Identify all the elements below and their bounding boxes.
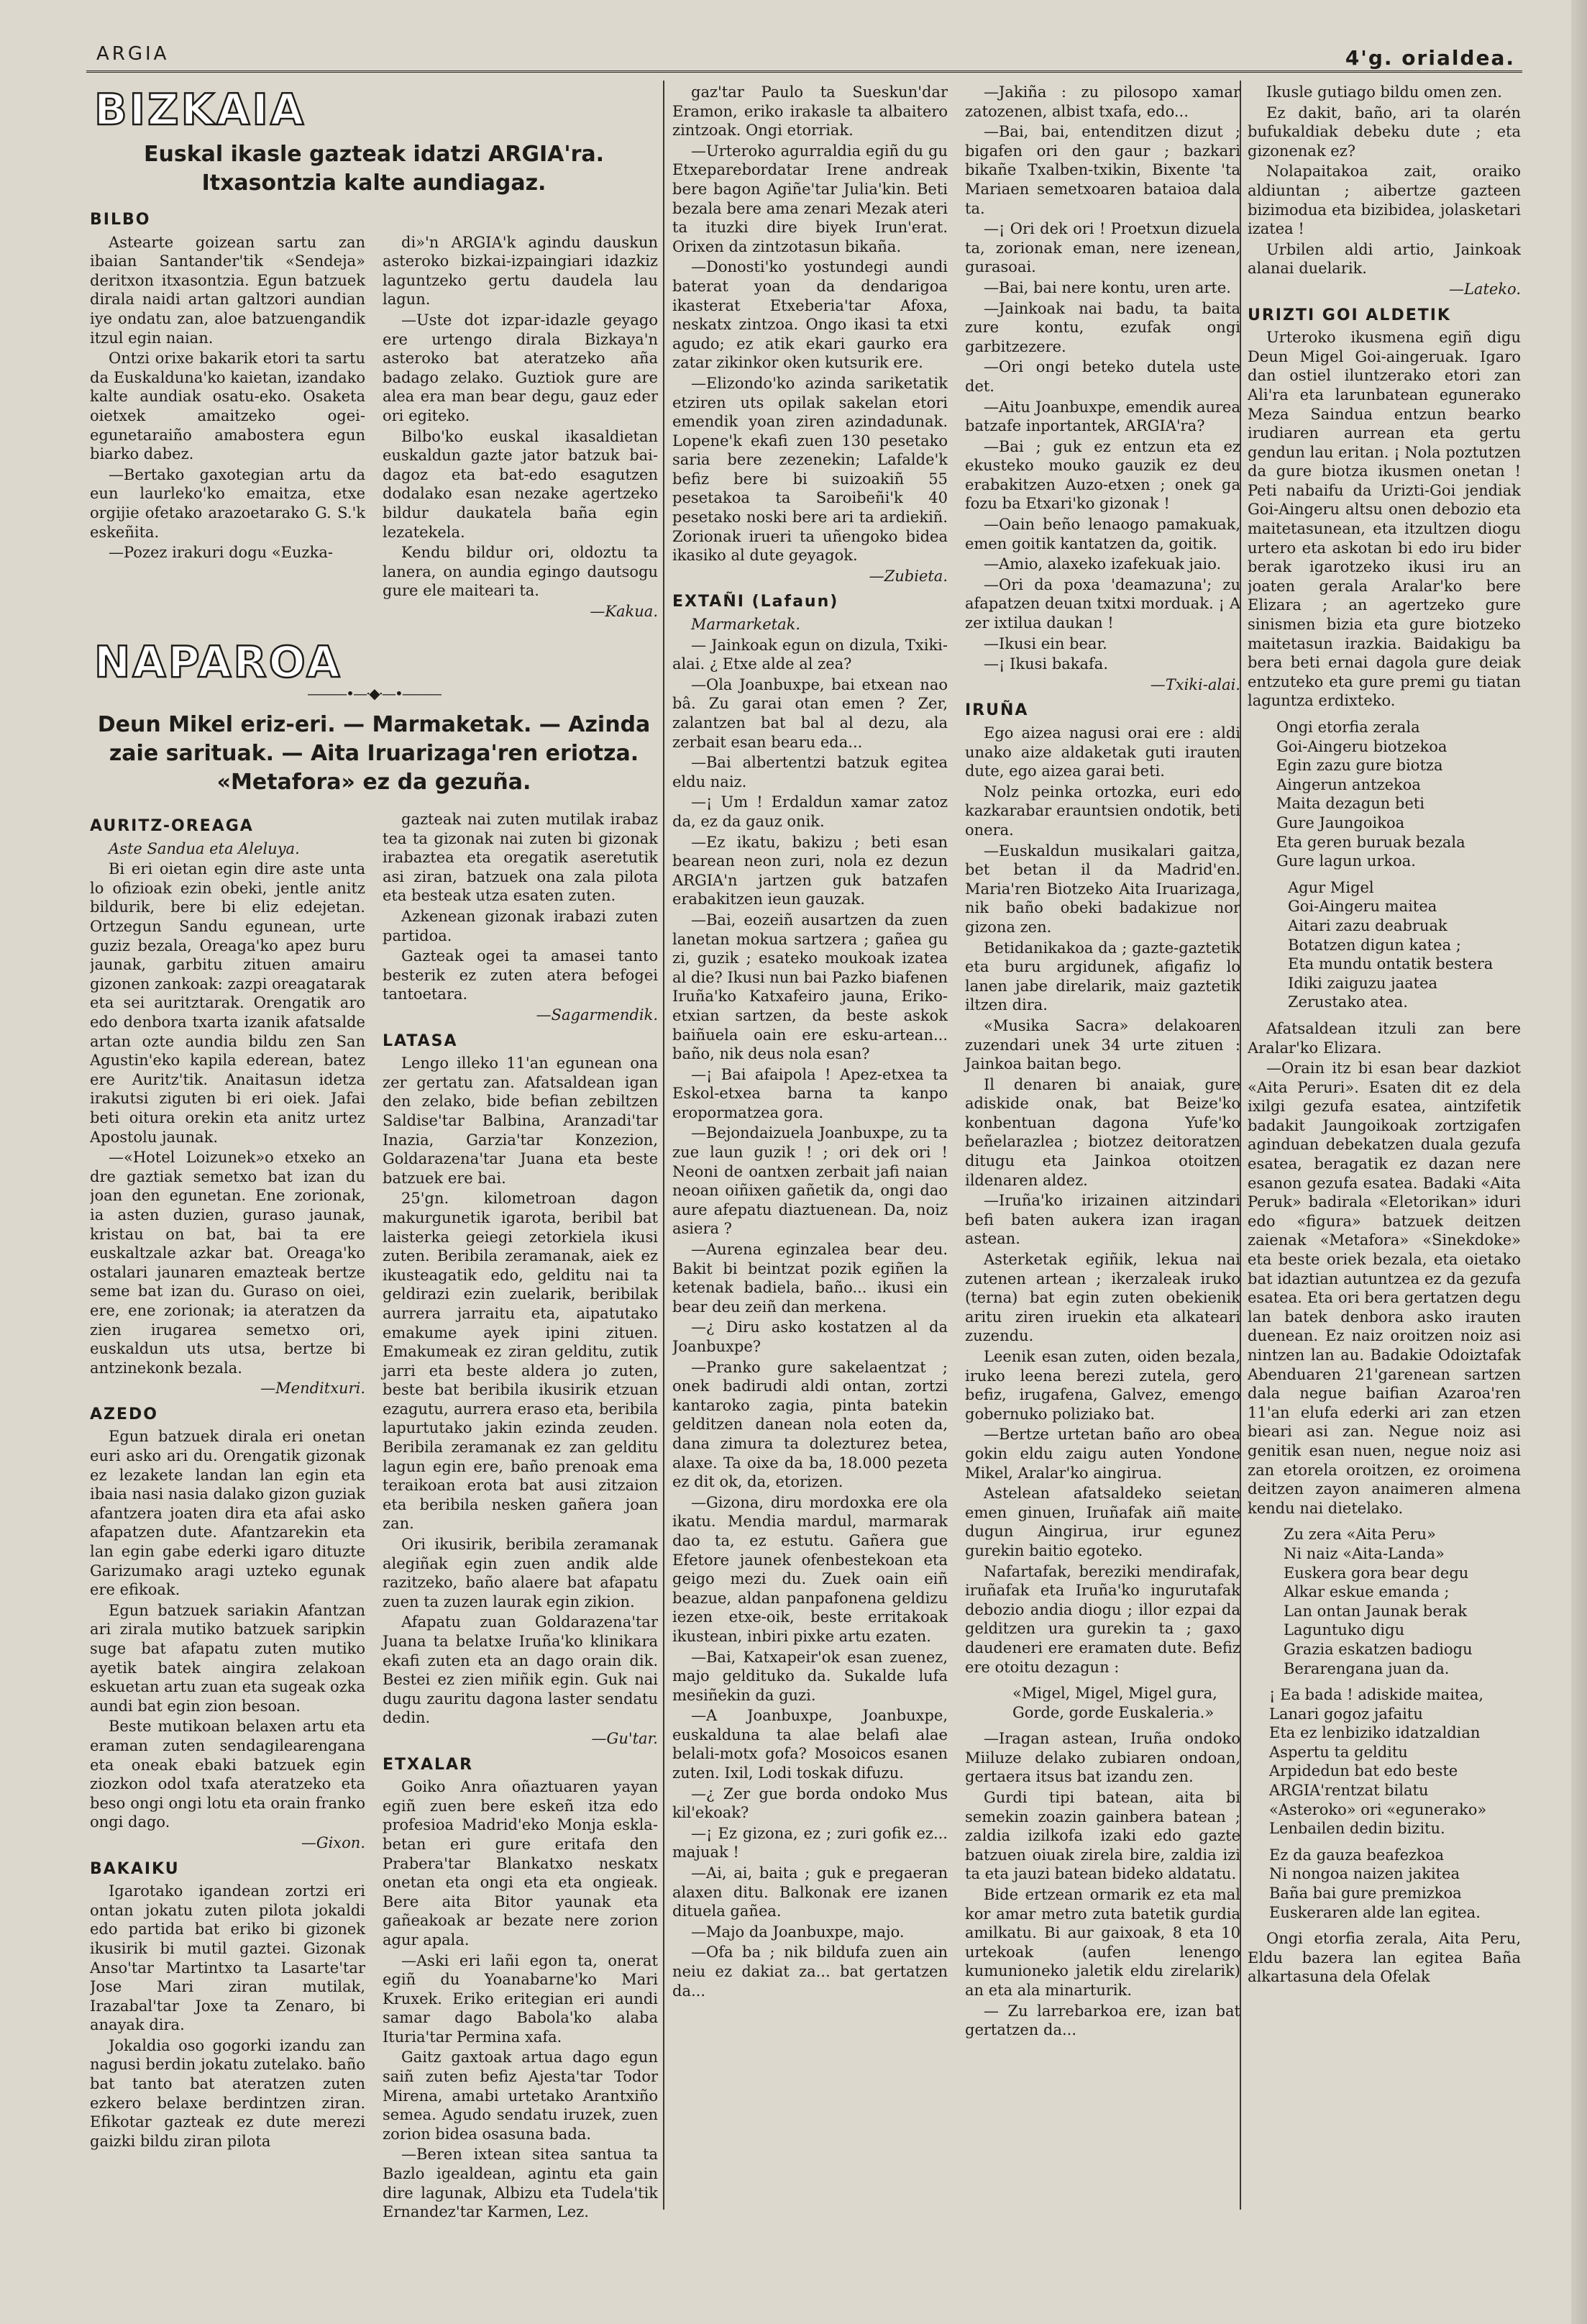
verse-line: Egin zazu gure biotza bbox=[1276, 757, 1443, 775]
verse-line: Berarengana juan da. bbox=[1284, 1659, 1450, 1677]
article-lead: Marmarketak. bbox=[691, 616, 801, 634]
verse-line: Euskera gora bear degu bbox=[1284, 1564, 1469, 1582]
paragraph: —Iragan astean, Iruña ondoko Miiluze delako zubiaren ondoan, gertaera itsus bat izandu zen. bbox=[965, 1730, 1240, 1786]
paragraph: —Uste dot izpar-idazle geyago ere urtengo dirala Bizkaya'n asteroko bat ateratzeko aña badago zelako. Guztiok gure are alea era man bear degu, gauz eder ori egiteko. bbox=[383, 311, 658, 424]
column-rule bbox=[663, 81, 664, 2210]
paragraph: Lengo illeko 11'an egunean ona zer gertatu zan. Afatsaldean igan den zelako, bide befian zebiltzen Saldise'tar Balbina, Aranzadi'tar Inazia, Garzia'tar Konzezion, Goldarazena'tar Juana eta beste batzuek ere bai. bbox=[383, 1054, 658, 1187]
deadline-line: «Metafora» ez da gezuña. bbox=[216, 770, 531, 796]
paragraph: Il denaren bi anaiak, gure adiskide onak, bat Beize'ko konbentuan dagona Yufe'ko beñelarazlea ; biotzez deitoratzen ditugu eta Jainkoa otoitzen ildenaren aldez. bbox=[965, 1075, 1240, 1189]
signature: —Menditxuri. bbox=[260, 1380, 365, 1398]
paragraph: Ikusle gutiago bildu omen zen. bbox=[1266, 83, 1502, 101]
naparoa-deadline bbox=[90, 711, 658, 797]
paragraph: Gazteak ogei ta amasei tanto besterik ez zuten atera befogei tantoetara. bbox=[383, 947, 658, 1003]
subcolumn bbox=[383, 810, 658, 2223]
paragraph: —Aurena eginzalea bear deu. Bakit bi beintzat pozik egiñen la ketenak badiela, baño... ikusi ein bear deu zeiñ dan merkena. bbox=[672, 1241, 948, 1316]
section-title: LATASA bbox=[383, 1031, 458, 1050]
paragraph: —Ez ikatu, bakizu ; beti esan bearean neon zuri, nola ez dezun ARGIA'n jartzen guk batzafen erabakitzen ieun gauzak. bbox=[672, 833, 948, 908]
paragraph: —Oain beño lenaogo pamakuak, emen goitik kantatzen da, goitik. bbox=[965, 516, 1240, 552]
paragraph: gazteak nai zuten mutilak irabaz tea ta gizonak nai zuten bi gizonak irabaztea eta oregatik aseretutik asi ziran, batzuek ona zala pilota eta besteak utza esaten zuten. bbox=[383, 811, 658, 905]
paragraph: Ez dakit, baño, ari ta olarén bufukaldiak debeku dute ; eta gizonenak ez? bbox=[1248, 104, 1521, 160]
region-heading-bizkaia: BIZKAIA bbox=[94, 85, 306, 135]
page-number: 4'g. orialdea. bbox=[1345, 46, 1515, 70]
paragraph: —Ola Joanbuxpe, bai etxean nao bâ. Zu garai otan emen ? Zer, zalantzen bat bal al dezu, ala zerbait esan bearu eda... bbox=[672, 675, 948, 751]
paragraph: Bi eri oietan egin dire aste unta lo ofizioak ezin obeki, jentle anitz bildurik, bere bi eliz edejetan. Ortzegun Sandu egunean, urte guziz bezala, Oreaga'ko apez buru jaunak, garbitu zituen amairu gizonen zankoak: zazpi oreagatarak eta sei auritztarak. Orengatik aro edo denbora txarta izanik afatsalde artan ozte aundia bildu zen San Agustin'eko kapila ederean, batez ere Auritz'tik. Anaitasun idetza irakutsi ziguten bi eri oiek. Jafai beti oitura orekin eta anitz urtez Apostolu jaunak. bbox=[90, 860, 365, 1146]
verse-line: Eta geren buruak bezala bbox=[1276, 833, 1465, 851]
bilbo-article bbox=[90, 233, 658, 623]
verse-line: Gorde, gorde Euskaleria.» bbox=[1012, 1703, 1215, 1721]
paragraph: —Donosti'ko yostundegi aundi baterat yoan da dendarigoa ikasterat Etxeberia'tar Afoxa, neskatx zintzoa. Ongo ikasi ta etxi agudo; ez atik ekari gaurko era zatar zikinkor oken kutsurik ere. bbox=[672, 258, 948, 372]
column-1 bbox=[90, 83, 658, 2277]
verse-line: Ongi etorfia zerala bbox=[1276, 719, 1420, 736]
paragraph: —Bai, bai nere kontu, uren arte. bbox=[984, 278, 1231, 296]
paragraph: Astelean afatsaldeko seietan emen ginuen, Iruñafak aiñ maite dugun Aingirua, irur egunez gurekin baitio egoteko. bbox=[965, 1485, 1240, 1559]
section-title: BILBO bbox=[90, 211, 151, 229]
paragraph: —Bertze urtetan baño aro obea gokin eldu zaigu auten Yondone Mikel, Aralar'ko aingirua. bbox=[965, 1426, 1240, 1482]
article-lead: Aste Sandua eta Aleluya. bbox=[109, 839, 300, 857]
signature: —Sagarmendik. bbox=[536, 1006, 658, 1024]
paragraph: Igarotako igandean zortzi eri ontan jokatu zuten pilota jokaldi edo partida bat eriko bi gizonek ikusirik bi mutil gaztei. Gizonak Anso'tar Martintxo ta Lasarte'tar Jose Mari ziran mutilak, Irazabal'tar Joxe ta Zenaro, bi anayak dira. bbox=[90, 1882, 365, 2034]
paragraph: —Elizondo'ko azinda sariketatik etziren uts opilak sakelan etori emendik yoan ziren azindadunak. Lopene'k ekafi zuen 130 pesetako saria bere zezenekin; Lafalde'k befiz bere bi suizoakiñ 55 pesetakoa ta Saroibeñi'k 40 pesetako noski bere ari ta ardiekiñ. Zorionak irueri ta uñengoko bidea ikasiko al dute geyagok. bbox=[672, 374, 948, 565]
paragraph: —Orain itz bi esan bear dazkiot «Aita Peruri». Esaten dit ez dela ixilgi gezufa esatea, aintzifetik badakit Jaungoikoak zortzigafen aginduan debekatzen duala gezufa esatea, beragatik ez dazan nere esanon gezufa esatea. Badaki «Aita Peruk» badirala «Eletorikan» iduri edo «figura» batzuek deitzen zaienak «Metafora» «Sinekdoke» eta beste oriek bezala, eta oietako bat idaztian autuntzea ez da gezufa esatea. Eta ori bera gertatzen degu lan batek denbora asko irauten duenean. Ez naiz oroitzen noiz asi nintzen lan au. Badakie Odoiztafak Abenduaren 21'garenean sartzen dala negue baifian Azaroa'ren 11'an elufa ederki ari zan etzen bieari asi zan. Negue noiz asi genitik esan nuen, negue noiz asi zan etorela oroitzen, ez oroimena deitzen zayon anaimeren almena kendu nai dietelako. bbox=[1248, 1060, 1521, 1517]
subcolumn bbox=[383, 233, 658, 623]
paragraph: — Jainkoak egun on dizula, Txiki-alai. ¿ Etxe alde al zea? bbox=[672, 636, 948, 673]
section-title: BAKAIKU bbox=[90, 1859, 180, 1878]
paragraph: Urbilen aldi artio, Jainkoak alanai duelarik. bbox=[1248, 240, 1521, 278]
verse-line: Eta ez lenbiziko idatzaldian bbox=[1269, 1724, 1481, 1742]
paragraph: —¡ Ez gizona, ez ; zuri gofik ez... majuak ! bbox=[672, 1824, 948, 1862]
column-3 bbox=[1248, 83, 1521, 2277]
signature: —Lateko. bbox=[1448, 280, 1521, 298]
paragraph: Nafartafak, bereziki mendirafak, iruñafak eta Iruña'ko ingurutafak debozio andia diogu ; illor ezpai da gelditzen ura gurekin ta ; gaxo daudeneri ere eramaten dute. Befiz ere otoitu dezagun : bbox=[965, 1562, 1240, 1676]
paragraph: —Pranko gure sakelaentzat ; onek badirudi aldi ontan, zortzi kantaroko zagia, pinta batekin gelditzen danean nola eoten da, dana zimura ta dolezturez betea, alaxe. Ta oixe da ba, 18.000 pezeta ez dit ok, da, etorizen. bbox=[672, 1358, 948, 1491]
section-title: ETXALAR bbox=[383, 1755, 474, 1774]
subcolumn bbox=[965, 83, 1240, 2041]
paragraph: Ori ikusirik, beribila zeramanak alegiñak egin zuen andik alde razitzeko, baño alaere bat afapatu zuen ta zuzen laurak egin zikion. bbox=[383, 1536, 658, 1610]
verse bbox=[1269, 1846, 1521, 1922]
paragraph: —Jainkoak nai badu, ta baita zure kontu, ezufak ongi garbitzezere. bbox=[965, 299, 1240, 355]
paragraph: Azkenean gizonak irabazi zuten partidoa. bbox=[383, 908, 658, 944]
paragraph: Ego aizea nagusi orai ere : aldi unako aize aldaketak guti irauten dute, ego aizea garai beti. bbox=[965, 724, 1240, 780]
verse-line: Aitari zazu deabruak bbox=[1288, 916, 1447, 934]
paragraph: —Ori da poxa 'deamazuna'; zu afapatzen deuan txitxi morduak. ¡ A zer ixtilua daukan ! bbox=[965, 575, 1240, 632]
paragraph: —Jakiña : zu pilosopo xamar zatozenen, albist txafa, edo... bbox=[965, 83, 1240, 120]
verse-line: Gure lagun urkoa. bbox=[1276, 852, 1416, 870]
verse bbox=[1269, 1685, 1521, 1838]
paragraph: Afapatu zuan Goldarazena'tar Juana ta belatxe Iruña'ko klinikara ekafi zuten eta an dago orain dik. Bestei ez zien miñik egin. Guk nai dugu zauritu dagona laster sendatu dedin. bbox=[383, 1613, 658, 1727]
verse-line: Arpidedun bat edo beste bbox=[1269, 1762, 1458, 1780]
section-title: AURITZ-OREAGA bbox=[90, 817, 254, 836]
section-title: AZEDO bbox=[90, 1405, 158, 1423]
paragraph: —Pozez irakuri dogu «Euzka- bbox=[109, 544, 333, 562]
paragraph: —«Hotel Loizunek»o etxeko an dre gaztiak semetxo bat izan du joan den egunetan. Ene zorionak, ia asten duzien, guraso jaunak, kristau on bat, bai ta ere euskaltzale azkar bat. Oreaga'ko ostalari jaunaren emazteak bertze seme bat izan du. Guraso on oiei, ere, ene zorionak; ia ateratzen da zien irugarea semetxo ori, euskaldun uts utsa, bertze bi antzinekonk bezala. bbox=[90, 1149, 365, 1377]
paragraph: Betidanikakoa da ; gazte-gaztetik eta buru argidunek, afigafiz lo lanen jabe direlarik, maiz gaztetik iltzen dira. bbox=[965, 939, 1240, 1014]
paragraph: di»'n ARGIA'k agindu dauskun asteroko bizkai-izpaingiari idazkiz laguntzeko gertu daudela lau lagun. bbox=[383, 233, 658, 309]
signature: —Zubieta. bbox=[869, 567, 948, 585]
paragraph: —Ori ongi beteko dutela uste det. bbox=[965, 358, 1240, 395]
verse-line: Idiki zaiguzu jaatea bbox=[1288, 974, 1438, 992]
paragraph: —Bejondaizuela Joanbuxpe, zu ta zue laun guzik ! ; ori dek ori ! Neoni de oantxen zerbait jafi naian neoan oiñixen gañetik da, ongi dao aure afepatu diaztuenean. Da, noiz asiera ? bbox=[672, 1124, 948, 1238]
paragraph: —Bai, Katxapeir'ok esan zuenez, majo geldituko da. Sukalde lufa mesiñekin da guzi. bbox=[672, 1648, 948, 1704]
paragraph: Ongi etorfia zerala, Aita Peru, Eldu bazera lan egitea Baña alkartasuna dela Ofelak bbox=[1248, 1930, 1521, 1986]
verse-line: Botatzen digun katea ; bbox=[1288, 936, 1461, 954]
paragraph: —Iruña'ko irizainen aitzindari befi baten aukera izan iragan astean. bbox=[965, 1192, 1240, 1248]
paragraph: —¡ Ori dek ori ! Proetxun dizuela ta, zorionak eman, nere izenean, gurasoai. bbox=[965, 220, 1240, 276]
verse-line: Lenbailen dedin bizitu. bbox=[1269, 1820, 1445, 1838]
paragraph: —Aitu Joanbuxpe, emendik aurea batzafe inportantek, ARGIA'ra? bbox=[965, 398, 1240, 435]
verse-line: Laguntuko digu bbox=[1284, 1621, 1405, 1639]
paragraph: Nolapaitakoa zait, oraiko aldiuntan ; aibertze gazteen bizimodua eta bizibidea, jolasketari izatea ! bbox=[1248, 163, 1521, 238]
paragraph: «Musika Sacra» delakoaren zuzendari unek 34 urte zituen : Jainkoa baitan bego. bbox=[965, 1016, 1240, 1073]
verse-line: Baña bai gure premizkoa bbox=[1269, 1885, 1462, 1903]
paragraph: —¡ Bai afaipola ! Apez-etxea ta Eskol-etxea barna ta kanpo eropormatzea gora. bbox=[672, 1065, 948, 1121]
paragraph: —Bai ; guk ez entzun eta ez ekusteko mouko gauzik ez deu erabakitzen Auzo-etxen ; onek ga fozu ba Etxari'ko gizonak ! bbox=[965, 437, 1240, 513]
verse-line: Aspertu ta gelditu bbox=[1269, 1743, 1408, 1761]
verse bbox=[1012, 1684, 1240, 1722]
paragraph: —Ai, ai, baita ; guk e pregaeran alaxen ditu. Balkonak ere izanen dituela gañea. bbox=[672, 1864, 948, 1920]
section-title: IRUÑA bbox=[965, 701, 1029, 720]
paragraph: —¿ Diru asko kostatzen al da Joanbuxpe? bbox=[672, 1318, 948, 1355]
signature: —Gu'tar. bbox=[591, 1729, 658, 1747]
verse-line: Ez da gauza beafezkoa bbox=[1269, 1846, 1444, 1864]
paragraph: —¿ Zer gue borda ondoko Mus kil'ekoak? bbox=[672, 1785, 948, 1822]
subcolumn bbox=[672, 83, 948, 2041]
paragraph: Jokaldia oso gogorki izandu zan nagusi berdin jokatu zutelako. baño bat tanto bat ateratzen zuten ezkero belaxe berdintzen ziran. Efikotar gazteak ez dute merezi gaizki bildu ziran pilota bbox=[90, 2036, 365, 2150]
page-header bbox=[86, 42, 1522, 73]
paragraph: Gurdi tipi batean, aita bi semekin zoazin gainbera batean ; zaldia izilkofa izaki edo gazte batzuen oiuak zirela bire, zaldia izi ta eta jauzi batean bideko aldatatu. bbox=[965, 1789, 1240, 1883]
verse bbox=[1276, 718, 1521, 871]
paragraph: —Bai, eozeiñ ausartzen da zuen lanetan mokua sartzera ; gañea gu zi, guzik ; esateko moukoak izatea al die? Ikusi nun bai Pazko biafenen Iruña'ko Katxafeiro jauna, Eriko-etxian sartzen, da beste askok baiñuela oain ere esku-artean... baño, nik deus nola esan? bbox=[672, 911, 948, 1063]
deadline-line: Itxasontzia kalte aundiagaz. bbox=[201, 170, 546, 196]
paragraph: Bilbo'ko euskal ikasaldietan euskaldun gazte jator batzuk bai-dagoz eta bat-edo esagutzen dodalako esan nezake agertzeko bildur daukatela baña egin lezatekela. bbox=[383, 427, 658, 541]
region-heading-naparoa: NAPAROA bbox=[94, 637, 342, 688]
subcolumn bbox=[90, 233, 365, 623]
bizkaia-deadline bbox=[90, 140, 658, 198]
signature: —Gixon. bbox=[301, 1833, 365, 1851]
verse-line: «Asteroko» ori «egunerako» bbox=[1269, 1800, 1487, 1818]
paragraph: Bide ertzean ormarik ez eta mal kor amar metro zuta batetik gurdia amilkatu. Bi aur gaixoak, 8 eta 10 urtekoak (aufen lenengo kumunioneko jaletik eldu zirelarik) an eta ala minarturik. bbox=[965, 1886, 1240, 1999]
paragraph: 25'gn. kilometroan dagon makurgunetik igarota, beribil bat laisterka geiegi zetorkiela ikusi zuten. Beribila zeramanak, aiek ez ikusteagatik edo, gelditu nai ta geldirazi ezin zuelarik, beribilak aurrera jarraitu eta, aipatutako emakume ayek ipini zituen. Emakumeak ez ziran gelditu, zutik jarri eta beste aldera jo zuten, beste bat beribila ikusirik etzuan ezagutu, aurrera eraso eta, beribila lapurtutako jakin ezinda zeuden. Beribila zeramanak ez zan gelditu lagun egin ere, baño prenoak ema teraikoan erota bat ausi zitzaion eta beribila nesken gañera joan zan. bbox=[383, 1190, 658, 1533]
paragraph: —Bertako gaxotegian artu da eun laurleko'ko emaitza, etxe orgijie ofetako arazoetarako G. S.'k eskeñita. bbox=[90, 465, 365, 541]
paragraph: —Aski eri lañi egon ta, onerat egiñ du Yoanabarne'ko Mari Kruxek. Eriko eritegian eri aundi samar dago Babola'ko alaba Ituria'tar Permina xafa. bbox=[383, 1951, 658, 2046]
paragraph: —A Joanbuxpe, Joanbuxpe, euskalduna ta alae belafi alae belali-motx gofa? Mosoicos esanen zuten. Ixil, Lodi toskak difuzu. bbox=[672, 1707, 948, 1782]
paragraph: Gaitz gaxtoak artua dago egun saiñ zuten befiz Ajesta'tar Todor Mirena, amabi urtetako Arantxiño semea. Agudo sendatu iruzek, zuen zorion bidea osasuna bada. bbox=[383, 2049, 658, 2143]
verse-line: Grazia eskatzen badiogu bbox=[1284, 1640, 1473, 1658]
page-edge-shadow bbox=[1571, 0, 1587, 2324]
column-2-subcolumns bbox=[672, 83, 1240, 2041]
paragraph: Beste mutikoan belaxen artu eta eraman zuten sendagilearengana eta oneak ebaki batzuek egin ziozkon odol txafa ateratzeko eta beso ongi ongi lotu eta orain franko ongi dago. bbox=[90, 1718, 365, 1831]
ornament-rule: ———•—·◆·—•——— bbox=[307, 685, 441, 703]
paragraph: —Amio, alaxeko izafekuak jaio. bbox=[984, 555, 1222, 573]
verse-line: Gure Jaungoikoa bbox=[1276, 814, 1405, 831]
paragraph: —Urteroko agurraldia egiñ du gu Etxeparebordatar Irene andreak bere bagon Agiñe'tar Julia'kin. Beti bezala bere ama zenari Mezak ateri ta ituzki dire biyek Irun'erat. Orixen da zintzotasun bikaña. bbox=[672, 142, 948, 255]
column-2 bbox=[672, 83, 1240, 2161]
verse-line: «Migel, Migel, Migel gura, bbox=[1012, 1685, 1217, 1703]
deadline-line: Euskal ikasle gazteak idatzi ARGIA'ra. bbox=[143, 142, 605, 167]
paragraph: Egun batzuek dirala eri onetan euri asko ari du. Orengatik gizonak ez lezakete landan lan egin eta ibaia nasi nasia dalako gizon guziak afantzera joaten dira eta afai asko afapatzen dute. Afantzarekin eta lan egin gabe ederki igaro dituzte Garizumako aragi uzteko egunak ere efikoak. bbox=[90, 1428, 365, 1599]
paragraph: gaz'tar Paulo ta Sueskun'dar Eramon, eriko irakasle ta albaitero zintzoak. Ongi etorriak. bbox=[672, 83, 948, 140]
subcolumn bbox=[90, 810, 365, 2223]
verse-line: Aingerun antzekoa bbox=[1276, 775, 1421, 793]
section-title: EXTAÑI (Lafaun) bbox=[672, 593, 839, 611]
verse bbox=[1288, 878, 1521, 1012]
paragraph: Kendu bildur ori, oldoztu ta lanera, on aundia egingo dautsogu gure ele maiteari ta. bbox=[383, 544, 658, 600]
verse-line: Goi-Aingeru biotzekoa bbox=[1276, 737, 1447, 755]
masthead-brand: ARGIA bbox=[96, 43, 170, 65]
paragraph: —Bai albertentzi batzuk egitea eldu naiz. bbox=[672, 754, 948, 790]
verse-line: ¡ Ea bada ! adiskide maitea, bbox=[1269, 1686, 1484, 1704]
paragraph: —Ikusi ein bear. bbox=[984, 634, 1107, 652]
paragraph: —¡ Ikusi bakafa. bbox=[984, 655, 1109, 673]
verse-line: Agur Migel bbox=[1288, 878, 1374, 896]
paragraph: Afatsaldean itzuli zan bere Aralar'ko Elizara. bbox=[1248, 1019, 1521, 1057]
deadline-line: Deun Mikel eriz-eri. — Marmaketak. — Azinda zaie sarituak. — Aita Iruarizaga'ren eriotza. bbox=[97, 712, 651, 767]
paragraph: Leenik esan zuten, oiden bezala, iruko leena berezi zutela, gero befiz, irugafena, Galvez, emengo gobernuko poliziako bat. bbox=[965, 1348, 1240, 1423]
paragraph: Ontzi orixe bakarik etori ta sartu da Euskalduna'ko kaietan, izandako kalte aundiak osatu-eko. Osaketa oietxek amaitzeko ogei-egunetaraiño amabostera egun biarko dabez. bbox=[90, 350, 365, 463]
verse-line: Euskeraren alde lan egitea. bbox=[1269, 1903, 1481, 1921]
verse-line: Ni naiz «Aita-Landa» bbox=[1284, 1544, 1445, 1562]
paragraph: —¡ Um ! Erdaldun xamar zatoz da, ez da gauz onik. bbox=[672, 793, 948, 830]
verse-line: Goi-Aingeru maitea bbox=[1288, 898, 1437, 916]
verse-line: Eta mundu ontatik bestera bbox=[1288, 955, 1494, 973]
section-title: URIZTI GOI ALDETIK bbox=[1248, 306, 1451, 324]
verse-line: Maita dezagun beti bbox=[1276, 795, 1425, 813]
paragraph: —Ofa ba ; nik bildufa zuen ain neiu ez dakiat za... bat gertatzen da... bbox=[672, 1943, 948, 2000]
signature: —Kakua. bbox=[590, 602, 658, 620]
paragraph: —Gizona, diru mordoxka ere ola ikatu. Mendia mardul, marmarak dao ta, ez estutu. Gañera gue Efetore jaunek ofenbestekoan eta geigo mezi du. Zuek oain eiñ beazue, aldan panpafonena geldizu iezen etxe-oik, beste erritakoak ikustean, inbiri pixke artu ezaten. bbox=[672, 1493, 948, 1645]
verse-line: Lanari gogoz jafaitu bbox=[1269, 1705, 1423, 1723]
paragraph: Egun batzuek sariakin Afantzan ari zirala mutiko batzuek saripkin suge bat afapatu zuten mutiko ayetik batek aingira zelakoan eskuetan artu zuan eta sugeak ozka aundi bat egin zion besoan. bbox=[90, 1601, 365, 1715]
verse-line: Lan ontan Jaunak berak bbox=[1284, 1602, 1468, 1620]
naparoa-articles bbox=[90, 810, 658, 2223]
verse-line: ARGIA'rentzat bilatu bbox=[1269, 1782, 1429, 1800]
verse-line: Ni nongoa naizen jakitea bbox=[1269, 1865, 1460, 1883]
paragraph: —Euskaldun musikalari gaitza, bet betan il da Madrid'en. Maria'ren Biotzeko Aita Iruarizaga, nik baño obeki badakizue nor gizona zen. bbox=[965, 842, 1240, 936]
paragraph: Urteroko ikusmena egiñ digu Deun Migel Goi-aingeruak. Igaro dan ostiel iluntzerako etori zan Ali'ra eta larunbatean egunerako Meza Saindua entzun bearko irudiaren aurrean eta gertu gendun lau eritan. ¡ Nola poztutzen da gure biotza ikusmen onetan ! Peti nabaifu da Urizti-Goi jendiak Goi-Aingeru altsu onen debozio eta maitetasunean, eta itzultzen diogu urtero eta askotan bi edo iru bider berak igarotzeko ikusi iru an joaten gerala Aralar'ko bere Elizara ; an agertzeko gure sinismen bizia eta gure biotzeko maitetasun irazkia. Baidakigu ba bera beti ernai dagola gure deiak entzuteko eta gure premi gu tiatan laguntza erdixteko. bbox=[1248, 329, 1521, 710]
verse-line: Alkar eskue emanda ; bbox=[1284, 1583, 1450, 1601]
paragraph: —Majo da Joanbuxpe, majo. bbox=[691, 1923, 905, 1941]
paragraph: Goiko Anra oñaztuaren yayan egiñ zuen bere eskeñ itza edo profesioa Madrid'eko Monja eskla-betan eri gure eritafa den Prabera'tar Blankatxo neskatx onetan eta ongi eta eta ongieak. Bere aita Bitor yaunak eta gañeakoak ar bezate nere zorion agur apala. bbox=[383, 1778, 658, 1949]
verse-line: Zu zera «Aita Peru» bbox=[1284, 1526, 1436, 1544]
paragraph: Nolz peinka ortozka, euri edo kazkarabar erauntsien ondotik, beti onera. bbox=[965, 783, 1240, 839]
paragraph: — Zu larrebarkoa ere, izan bat gertatzen da... bbox=[965, 2002, 1240, 2039]
signature: —Txiki-alai. bbox=[1150, 675, 1240, 693]
verse bbox=[1284, 1525, 1521, 1678]
paragraph: —Bai, bai, entenditzen dizut ; bigafen ori den gaur ; bazkari bikañe Txalben-txikin, Bixente 'ta Mariaen semetxoaren bataioa dala ta. bbox=[965, 123, 1240, 217]
paragraph: —Beren ixtean sitea santua ta Bazlo igealdean, agintu eta gain dire lagunak, Albizu eta Tudela'tik Ernandez'tar Karmen, Lez. bbox=[383, 2146, 658, 2221]
verse-line: Zerustako atea. bbox=[1288, 993, 1408, 1011]
paragraph: Astearte goizean sartu zan ibaian Santander'tik «Sendeja» deritxon itxasontzia. Egun batzuek dirala naidi artan galtzori aundian iye ondatu zan, aloe batzuengandik itzul egin naian. bbox=[90, 233, 365, 347]
paragraph: Asterketak egiñik, lekua nai zutenen artean ; ikerzaleak iruko (terna) bat egin zuten obekienik aritu ziren iruekin eta alkateari zuzendu. bbox=[965, 1251, 1240, 1345]
